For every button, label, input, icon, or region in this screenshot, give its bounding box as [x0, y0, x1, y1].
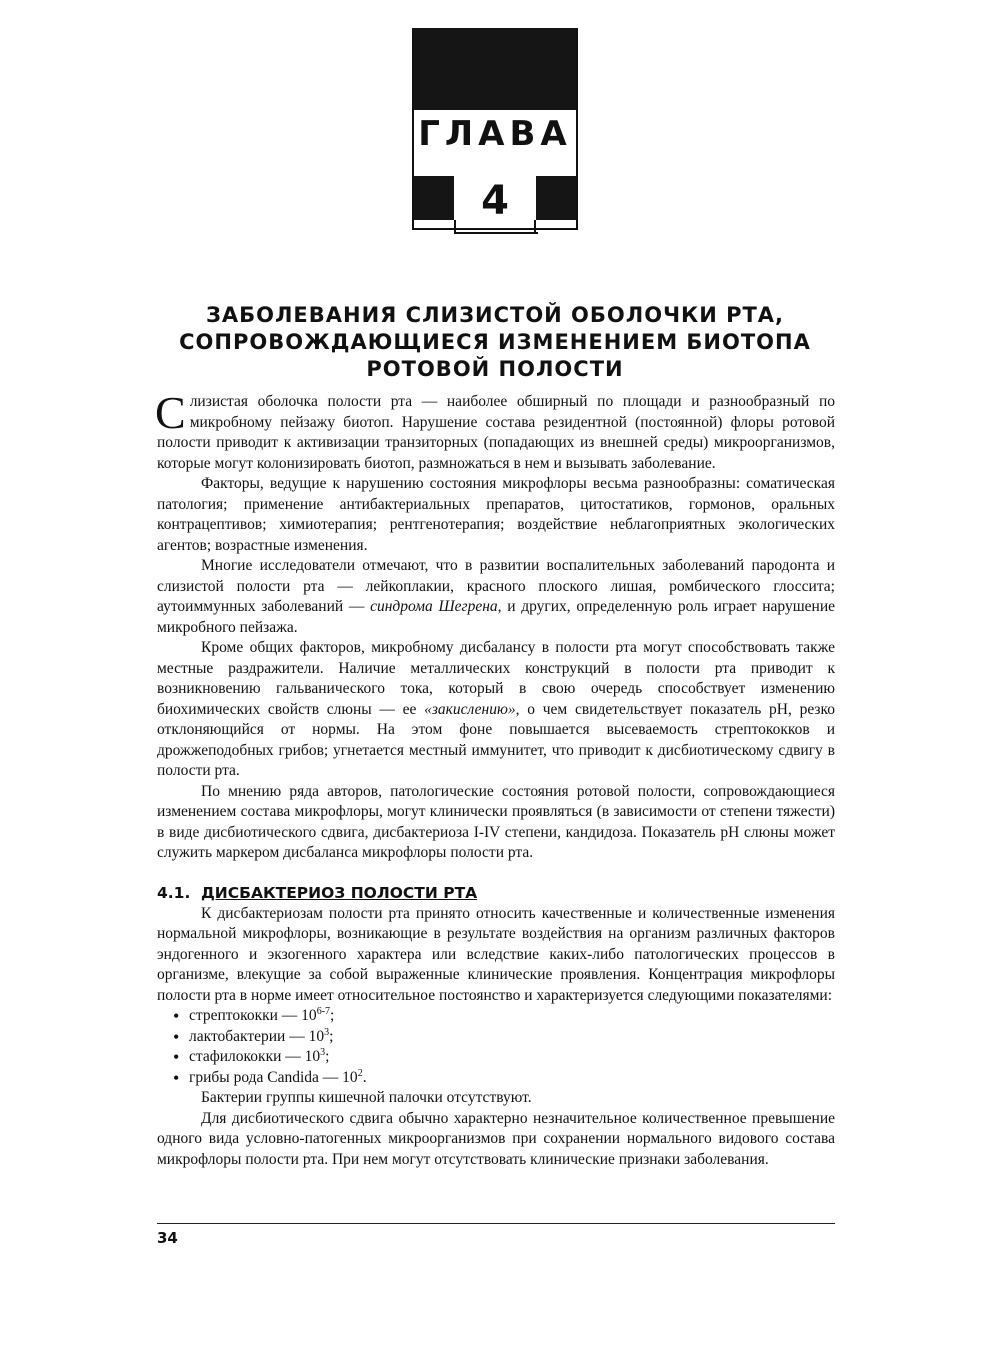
list-item: • лактобактерии — $10^3$;	[173, 1027, 835, 1048]
italic-term: «закислению»	[424, 700, 516, 718]
paragraph: По мнению ряда авторов, патологические состояния ротовой полости, сопровождающиеся изменением состава микрофлоры, могут клинически проявляться (в зависимости от степени тяжести) в виде дисбиотического сдвига, дисбактериоза I-IV степени, кандидоза. Показатель рН слюны может служить маркером дисбаланса микрофлоры полости рта.	[157, 782, 835, 861]
paragraph-text: Многие исследователи отмечают, что в развитии воспалительных заболеваний пародонта и слизистой полости рта — лейкоплакии, красного плоского лишая, ромбического глоссита; аутоиммунных заболеваний —	[157, 557, 835, 615]
page-number: 34	[157, 1229, 178, 1247]
section-number: 4.1.	[157, 883, 191, 902]
drop-cap: С	[155, 387, 186, 438]
chapter-title-line: СОПРОВОЖДАЮЩИЕСЯ ИЗМЕНЕНИЕМ БИОТОПА	[179, 330, 811, 354]
superscript: 2	[357, 1067, 363, 1079]
paragraph-text: , и других, определенную роль играет нарушение микробного пейзажа.	[157, 598, 835, 636]
superscript: 3	[324, 1026, 330, 1038]
paragraph-text: , о чем свидетельствует показатель рН, резко отклоняющийся от нормы. На этом фоне повышается высеваемость стрептококков и дрожжеподобных грибов; угнетается местный иммунитет, что приводит к дисбиотическому сдвигу в полости рта.	[157, 700, 835, 779]
intro-text: лизистая оболочка полости рта — наиболее обширный по площади и разнообразный по микробному пейзажу биотоп. Нарушение состава резидентной (постоянной) флоры ротовой полости приводит к активизации транзиторных (попадающих из внешней среды) микроорганизмов, которые могут колонизировать биотоп, размножаться в нем и вызывать заболевание.	[157, 393, 835, 472]
chapter-title-line: ЗАБОЛЕВАНИЯ СЛИЗИСТОЙ ОБОЛОЧКИ РТА,	[205, 303, 785, 327]
paragraph	[157, 638, 835, 782]
chapter-label: ГЛАВА	[418, 114, 572, 154]
italic-term: синдрома Шегрена	[370, 598, 498, 615]
superscript: 6-7	[316, 1006, 331, 1017]
paragraph	[157, 556, 835, 638]
paragraph: Факторы, ведущие к нарушению состояния микрофлоры весьма разнообразны: соматическая патология; применение антибактериальных препаратов, цитостатиков, гормонов, оральных контрацептивов; химиотерапия; рентгенотерапия; воздействие неблагоприятных экологических агентов; возрастные изменения.	[157, 475, 835, 554]
paragraph: К дисбактериозам полости рта принято относить качественные и количественные изменения нормальной микрофлоры, возникающие в результате воздействия на организм различных факторов эндогенного и экзогенного характера или вследствие каких-либо патологических процессов в организме, влекущие за собой выраженные клинические проявления. Концентрация микрофлоры полости рта в норме имеет относительное постоянство и характеризуется следующими показателями:	[157, 904, 835, 1004]
chapter-number: 4	[481, 178, 509, 224]
bullet-list	[157, 1006, 835, 1088]
list-item: • стрептококки — 10$^{6-7}$;	[173, 1006, 835, 1027]
list-item: • стафилококки — $10^3$;	[173, 1047, 835, 1068]
paragraph: Для дисбиотического сдвига обычно характерно незначительное количественное превышение одного вида условно-патогенных микроорганизмов при сохранении нормального видового состава микрофлоры полости рта. При нем могут отсутствовать клинические признаки заболевания.	[157, 1109, 835, 1168]
body-text	[155, 387, 835, 1170]
emblem-base	[454, 232, 538, 234]
paragraph-text: Кроме общих факторов, микробному дисбалансу в полости рта могут способствовать также местные раздражители. Наличие металлических конструкций в полости рта приводит к возникновению гальванического тока, который в свою очередь способствует изменению биохимических свойств слюны — ее	[157, 639, 835, 718]
chapter-title	[150, 302, 840, 383]
paragraph: Бактерии группы кишечной палочки отсутствуют.	[201, 1089, 532, 1106]
footer-rule	[157, 1223, 835, 1224]
chapter-title-line: РОТОВОЙ ПОЛОСТИ	[366, 357, 624, 381]
section-heading	[157, 882, 835, 904]
section-title: ДИСБАКТЕРИОЗ ПОЛОСТИ РТА	[201, 883, 478, 902]
chapter-emblem	[412, 28, 578, 234]
superscript: 3	[320, 1047, 326, 1058]
list-item: • грибы рода Candida — $10^2$.	[173, 1068, 835, 1089]
intro-paragraph	[155, 387, 835, 474]
